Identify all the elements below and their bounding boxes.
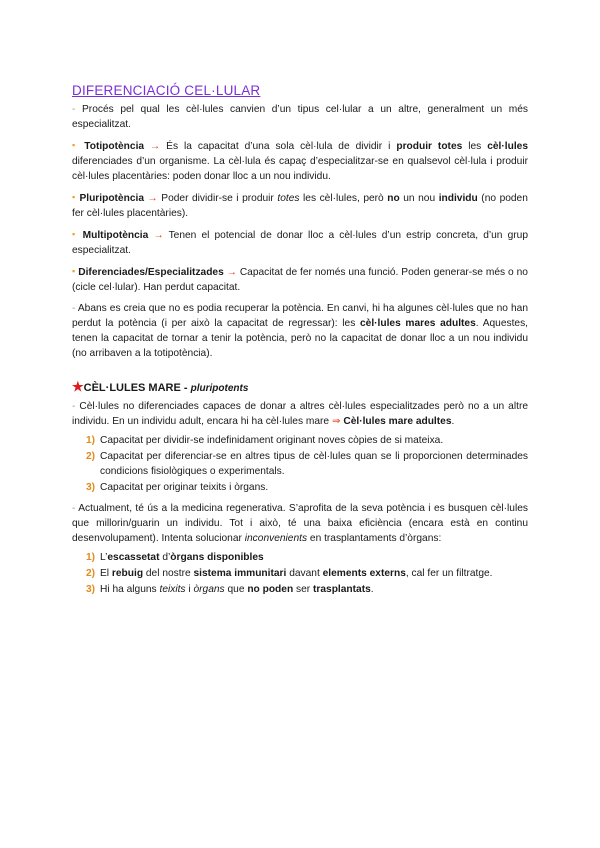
text: d’ <box>162 552 171 563</box>
list-item <box>72 449 528 479</box>
text: (no poden fer cèl·lules placentàries). <box>72 193 528 219</box>
dash-marker: - <box>72 303 78 314</box>
text: És la capacitat d’una sola cèl·lula de dividir i <box>166 141 391 152</box>
bold-text: trasplantats <box>313 584 371 595</box>
list-number: 2) <box>86 568 96 579</box>
bold-text: òrgans disponibles <box>170 552 264 563</box>
section-heading <box>72 379 528 397</box>
square-bullet-icon: ▪ <box>72 266 76 276</box>
list-item <box>72 550 528 565</box>
bold-text: cèl·lules mares adultes <box>359 318 476 329</box>
star-icon: ★ <box>72 379 84 394</box>
bold-text: rebuig <box>111 568 144 579</box>
list-number: 2) <box>86 451 96 462</box>
list-number: 1) <box>86 435 96 446</box>
square-bullet-icon: ▪ <box>72 140 79 150</box>
text: del nostre <box>145 568 191 579</box>
right-arrow-icon: → <box>153 230 164 241</box>
dash-marker: - <box>72 503 79 514</box>
square-bullet-icon: ▪ <box>72 192 76 202</box>
text: Hi ha alguns <box>100 584 157 595</box>
text: diferenciades d’un organisme. La cèl·lula és capaç d’especialitzar-se en qualsevol cèl·lula i produir cèl·lules placentàries: poden donar lloc a un nou individu. <box>72 156 528 182</box>
page-title: DIFERENCIACIÓ CEL·LULAR <box>72 83 261 98</box>
intro-paragraph <box>72 102 528 132</box>
bold-text: cèl·lules <box>487 141 528 152</box>
text: Capacitat de fer només una funció. Poden generar-se més o no (cicle cel·lular). Han perdut capacitat. <box>72 267 528 293</box>
abans-paragraph <box>72 301 528 361</box>
text: Tenen el potencial de donar lloc a cèl·lules d’un estrip concreta, d’un grup especialitzat. <box>72 230 528 256</box>
italic-text: totes <box>277 193 300 204</box>
actualment-paragraph <box>72 501 528 546</box>
text: que <box>227 584 245 595</box>
bold-text: elements externs <box>322 568 406 579</box>
text: L’ <box>100 552 108 563</box>
right-arrow-icon: → <box>147 193 158 204</box>
bold-text: Cèl·lules mare adultes <box>343 416 452 427</box>
italic-text: teixits <box>159 584 186 595</box>
term-multipotencia: Multipotència <box>82 230 149 241</box>
list-item <box>72 433 528 448</box>
pluripotencia-paragraph <box>72 190 528 221</box>
text: El <box>100 568 110 579</box>
bold-text: no poden <box>247 584 294 595</box>
term-totipotencia: Totipotència <box>84 141 145 152</box>
inconvenients-list <box>72 550 528 597</box>
section-subtitle: pluripotents <box>190 383 249 394</box>
double-arrow-icon: ⇒ <box>331 416 341 427</box>
separator: - <box>183 382 188 394</box>
diferenciades-paragraph <box>72 264 528 295</box>
list-number: 3) <box>86 482 96 493</box>
term-diferenciades: Diferenciades/Especialitzades <box>78 267 224 278</box>
dash-marker: - <box>72 401 80 412</box>
text: . <box>451 416 455 427</box>
list-text: Capacitat per diferenciar-se en altres tipus de cèl·lules quan se li proporcionen determinades condicions fisiològiques o experimentals. <box>100 451 528 477</box>
term-pluripotencia: Pluripotència <box>79 193 144 204</box>
square-bullet-icon: ▪ <box>72 229 78 239</box>
right-arrow-icon: → <box>226 267 237 278</box>
text: les cèl·lules, però <box>303 193 384 204</box>
text: un nou <box>403 193 436 204</box>
list-item <box>72 566 528 581</box>
text: Abans es creia que no es podia recuperar la potència. En canvi, hi ha algunes cèl·lules que no han perdut la potència (i per això la capacitat de regressar): les <box>72 303 528 329</box>
totipotencia-paragraph <box>72 138 528 184</box>
text: les <box>468 141 482 152</box>
bold-text: individu <box>438 193 478 204</box>
list-text: Capacitat per originar teixits i òrgans. <box>100 482 269 493</box>
bold-text: produir totes <box>396 141 463 152</box>
list-item <box>72 582 528 597</box>
text: , cal fer un filtratge. <box>405 568 493 579</box>
multipotencia-paragraph <box>72 227 528 258</box>
dash-marker: - <box>72 104 83 115</box>
text: Actualment, té ús a la medicina regenerativa. S’aprofita de la seva potència i es busquen cèl·lules que millorin/guarin un individu. Tot i això, té una baixa eficiència (encara està en continu desenvolupament). Intenta solucionar <box>72 503 528 544</box>
text: ser <box>296 584 311 595</box>
text: i <box>188 584 191 595</box>
cell-mare-description <box>72 399 528 429</box>
text: Poder dividir-se i produir <box>161 193 274 204</box>
italic-text: òrgans <box>193 584 225 595</box>
list-number: 3) <box>86 584 96 595</box>
bold-text: escassetat <box>107 552 160 563</box>
text: . Aquestes, tenen la capacitat de tornar a tenir la potència, però no la capacitat de donar lloc a un nou individu (no arribaven a la totipotència). <box>72 318 528 359</box>
text: davant <box>289 568 320 579</box>
text: Cèl·lules no diferenciades capaces de donar a altres cèl·lules especialitzades però no a un altre individu. En un individu adult, encara hi ha cèl·lules mare <box>72 401 528 427</box>
section-title: CÈL·LULES MARE <box>83 382 181 394</box>
right-arrow-icon: → <box>150 141 161 152</box>
properties-list <box>72 433 528 495</box>
text: . <box>370 584 374 595</box>
intro-text: Procés pel qual les cèl·lules canvien d’un tipus cel·lular a un altre, generalment un més especialitzat. <box>72 104 528 130</box>
list-number: 1) <box>86 552 96 563</box>
document-page <box>72 82 528 603</box>
bold-text: sistema immunitari <box>193 568 287 579</box>
text: en trasplantaments d’òrgans: <box>309 533 442 544</box>
list-item <box>72 480 528 495</box>
italic-text: inconvenients <box>244 533 308 544</box>
list-text: Capacitat per dividir-se indefinidament originant noves còpies de si mateixa. <box>100 435 444 446</box>
bold-text: no <box>387 193 400 204</box>
